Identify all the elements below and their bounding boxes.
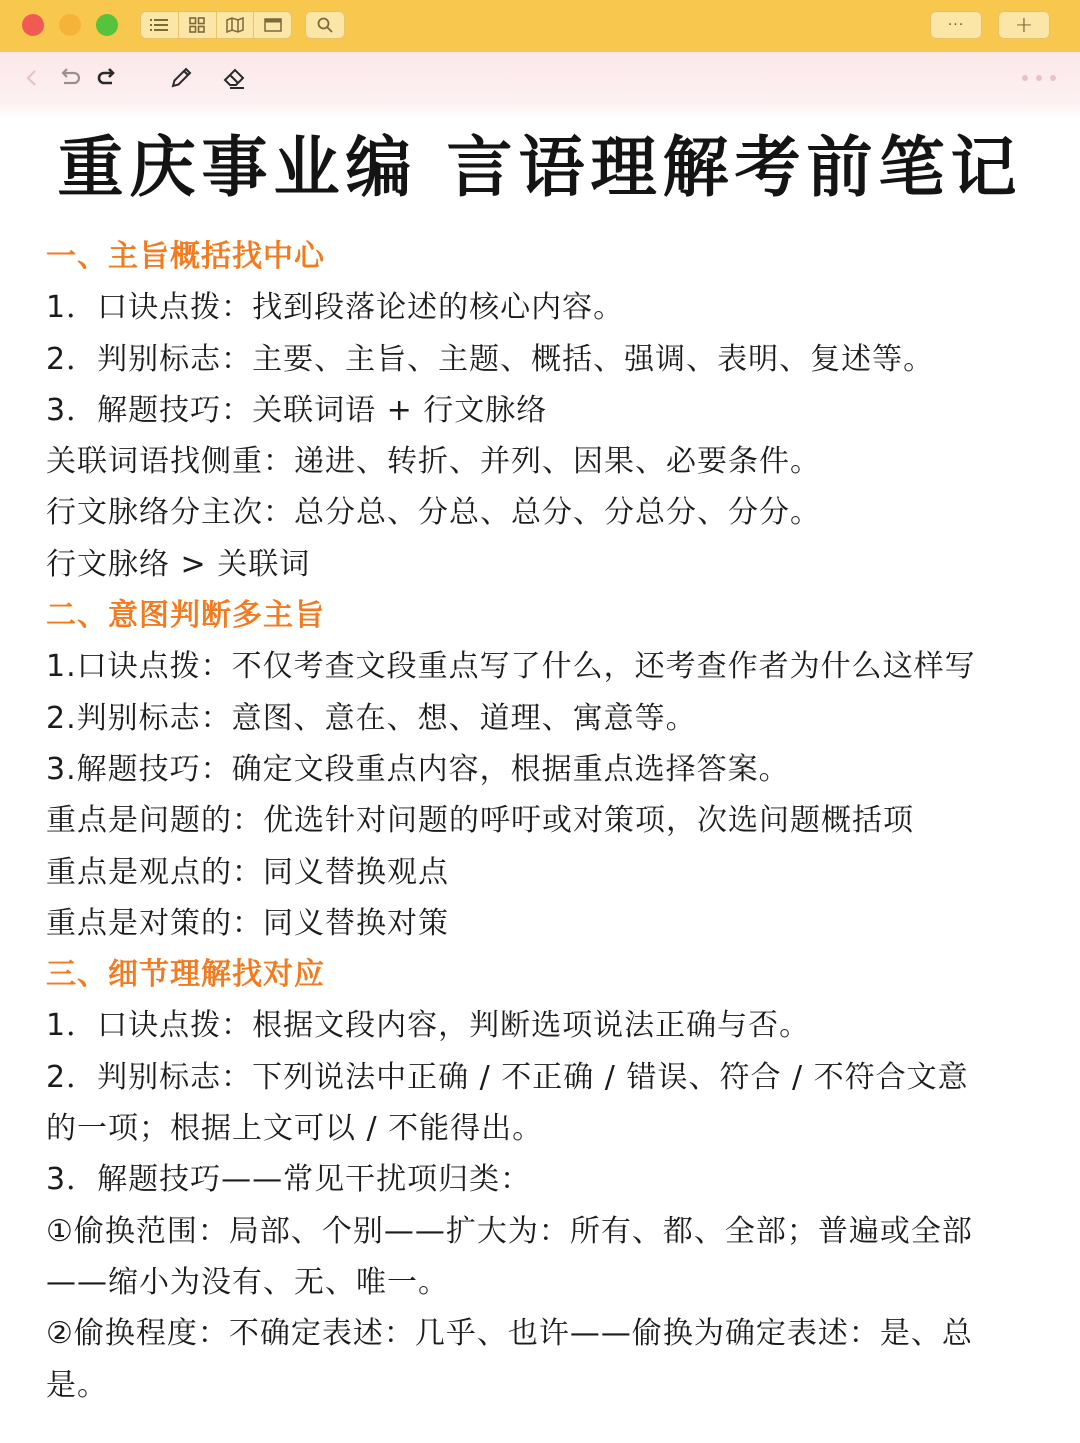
note-line: 2．判别标志：下列说法中正确 / 不正确 / 错误、符合 / 不符合文意	[46, 1059, 969, 1095]
close-window-button[interactable]	[22, 14, 44, 36]
section-heading: 二、意图判断多主旨	[46, 598, 325, 634]
more-dots-icon	[1021, 74, 1057, 82]
note-line: 2.判别标志：意图、意在、想、道理、寓意等。	[46, 700, 697, 736]
window-titlebar	[0, 0, 1080, 52]
eraser-tool-button[interactable]	[222, 65, 248, 91]
note-line: 行文脉络 > 关联词	[46, 546, 311, 582]
note-line: 2．判别标志：主要、主旨、主题、概括、强调、表明、复述等。	[46, 341, 935, 377]
editor-toolbar	[0, 52, 1080, 104]
note-line: 的一项；根据上文可以 / 不能得出。	[46, 1111, 544, 1147]
back-button[interactable]	[18, 65, 44, 91]
note-line: 3．解题技巧——常见干扰项归类：	[46, 1162, 532, 1198]
list-icon	[150, 18, 168, 32]
undo-button[interactable]	[56, 65, 82, 91]
undo-icon	[58, 68, 80, 88]
toolbar-shadow	[0, 104, 1080, 118]
search-button[interactable]	[305, 11, 345, 39]
note-line: 1.口诀点拨：不仅考查文段重点写了什么，还考查作者为什么这样写	[46, 649, 976, 685]
note-line: ——缩小为没有、无、唯一。	[46, 1264, 449, 1300]
section-heading: 三、细节理解找对应	[46, 957, 325, 993]
note-line: 重点是问题的：优选针对问题的呼吁或对策项，次选问题概括项	[46, 803, 914, 839]
note-line: 1．口诀点拨：找到段落论述的核心内容。	[46, 290, 625, 326]
window-icon	[264, 18, 282, 32]
minimize-window-button[interactable]	[59, 14, 81, 36]
pen-icon	[169, 66, 193, 90]
note-line: 3.解题技巧：确定文段重点内容，根据重点选择答案。	[46, 751, 790, 787]
note-line: 重点是对策的：同义替换对策	[46, 905, 449, 941]
more-options-button[interactable]: ···	[930, 11, 982, 39]
add-note-button[interactable]: +	[998, 11, 1050, 39]
map-icon	[226, 17, 244, 33]
note-line: ②偷换程度：不确定表述：几乎、也许——偷换为确定表述：是、总	[46, 1316, 973, 1352]
note-line: 3．解题技巧：关联词语 + 行文脉络	[46, 392, 548, 428]
grid-view-button[interactable]	[179, 12, 217, 38]
note-title: 重庆事业编 言语理解考前笔记	[57, 129, 1023, 206]
eraser-icon	[222, 66, 248, 90]
note-line: 行文脉络分主次：总分总、分总、总分、分总分、分分。	[46, 495, 821, 531]
window-view-button[interactable]	[254, 12, 291, 38]
back-chevron-icon	[25, 69, 37, 87]
redo-icon	[96, 68, 118, 88]
note-line: 是。	[46, 1367, 108, 1403]
section-heading: 一、主旨概括找中心	[46, 239, 325, 274]
redo-button[interactable]	[94, 65, 120, 91]
zoom-window-button[interactable]	[96, 14, 118, 36]
note-line: ①偷换范围：局部、个别——扩大为：所有、都、全部；普遍或全部	[46, 1213, 973, 1249]
list-view-button[interactable]	[141, 12, 179, 38]
pen-tool-button[interactable]	[168, 65, 194, 91]
note-line: 1．口诀点拨：根据文段内容，判断选项说法正确与否。	[46, 1008, 811, 1044]
grid-icon	[189, 17, 205, 33]
view-mode-segmented-control	[140, 11, 292, 39]
search-icon	[317, 17, 333, 33]
toolbar-more-button[interactable]	[1014, 65, 1064, 91]
note-line: 重点是观点的：同义替换观点	[46, 854, 449, 890]
note-body[interactable]	[46, 231, 1046, 1411]
note-line: 关联词语找侧重：递进、转折、并列、因果、必要条件。	[46, 444, 821, 480]
map-view-button[interactable]	[217, 12, 255, 38]
